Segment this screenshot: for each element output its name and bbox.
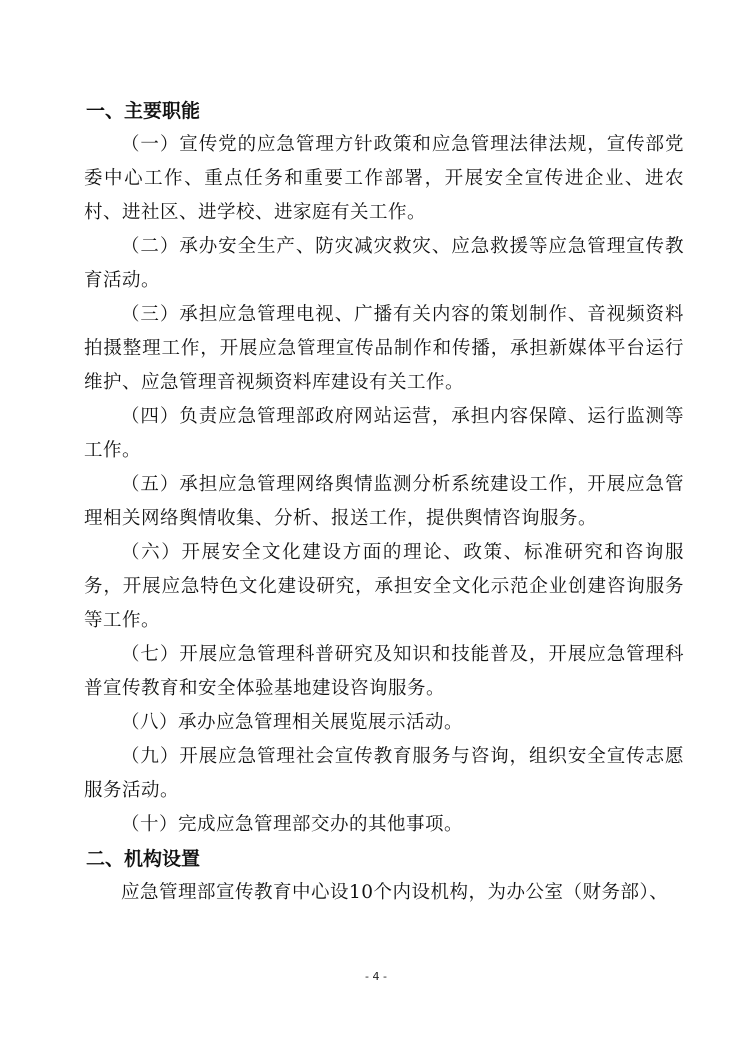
- document-body: [84, 94, 684, 910]
- function-item-10: （十）完成应急管理部交办的其他事项。: [121, 814, 464, 835]
- function-item-9: （九）开展应急管理社会宣传教育服务与咨询，组织安全宣传志愿服务活动。: [84, 746, 684, 801]
- function-item-6: （六）开展安全文化建设方面的理论、政策、标准研究和咨询服务，开展应急特色文化建设研究，承担安全文化示范企业创建咨询服务等工作。: [84, 542, 684, 631]
- function-item-5: （五）承担应急管理网络舆情监测分析系统建设工作，开展应急管理相关网络舆情收集、分析、报送工作，提供舆情咨询服务。: [84, 474, 684, 529]
- page-number: - 4 -: [365, 970, 387, 983]
- organization-paragraph: 应急管理部宣传教育中心设10个内设机构，为办公室（财务部）、: [121, 882, 669, 903]
- section-heading-main-functions: 一、主要职能: [86, 100, 201, 122]
- function-item-4: （四）负责应急管理部政府网站运营，承担内容保障、运行监测等工作。: [84, 406, 684, 461]
- section-heading-organization: 二、机构设置: [86, 848, 201, 870]
- function-item-8: （八）承办应急管理相关展览展示活动。: [121, 712, 464, 733]
- function-item-1: （一）宣传党的应急管理方针政策和应急管理法律法规，宣传部党委中心工作、重点任务和重要工作部署，开展安全宣传进企业、进农村、进社区、进学校、进家庭有关工作。: [84, 134, 684, 223]
- function-item-7: （七）开展应急管理科普研究及知识和技能普及，开展应急管理科普宣传教育和安全体验基地建设咨询服务。: [84, 644, 684, 699]
- function-item-2: （二）承办安全生产、防灾减灾救灾、应急救援等应急管理宣传教育活动。: [84, 236, 684, 291]
- function-item-3: （三）承担应急管理电视、广播有关内容的策划制作、音视频资料拍摄整理工作，开展应急管理宣传品制作和传播，承担新媒体平台运行维护、应急管理音视频资料库建设有关工作。: [84, 304, 684, 393]
